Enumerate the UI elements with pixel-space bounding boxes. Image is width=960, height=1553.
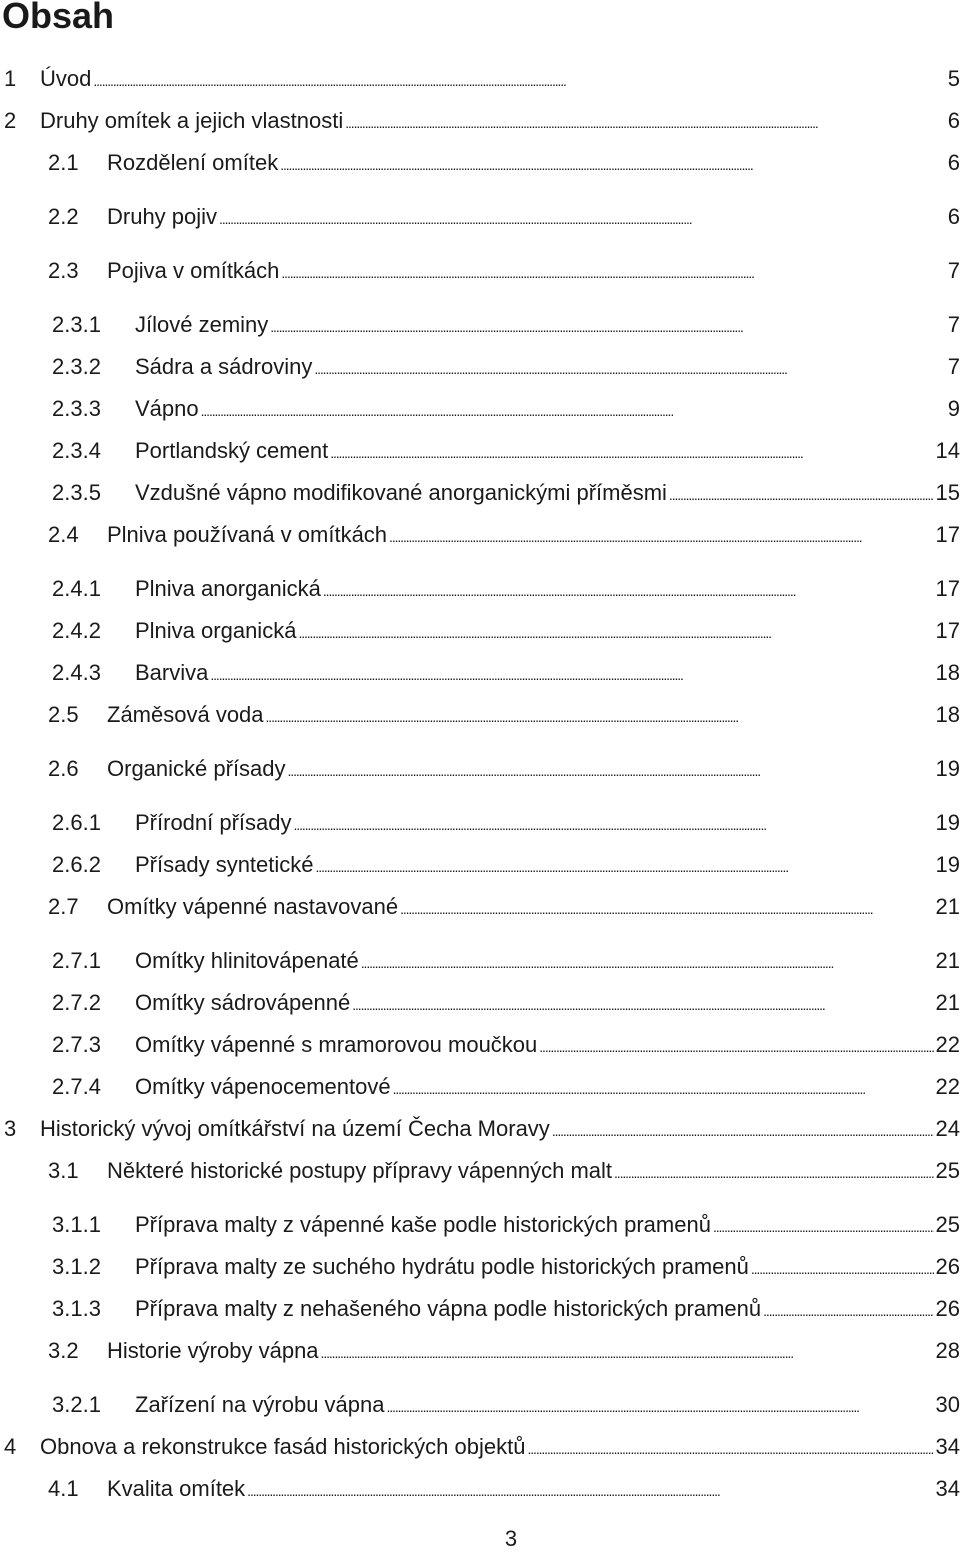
toc-entry-number: 3	[4, 1116, 17, 1141]
toc-entry-page: 24	[935, 1116, 960, 1141]
dot-leader	[345, 106, 946, 138]
toc-entry-title[interactable]: Organické přísady	[107, 756, 286, 781]
dot-leader	[294, 808, 934, 840]
toc-entry[interactable]	[0, 1030, 960, 1060]
toc-entry-page: 5	[947, 66, 960, 91]
toc-entry-title[interactable]: Záměsová voda	[107, 702, 264, 727]
toc-entry-title[interactable]: Druhy omítek a jejich vlastnosti	[40, 108, 344, 133]
toc-entry-title[interactable]: Přírodní přísady	[135, 810, 292, 835]
toc-entry[interactable]	[0, 988, 960, 1018]
toc-entry-number: 2.4.3	[52, 660, 101, 685]
toc-entry-number: 2.4.1	[52, 576, 101, 601]
toc-entry-number: 2.3.1	[52, 312, 101, 337]
toc-entry-page: 26	[935, 1254, 960, 1279]
toc-entry[interactable]	[0, 658, 960, 688]
toc-entry-page: 19	[935, 810, 960, 835]
toc-entry[interactable]	[0, 1114, 960, 1144]
toc-entry-number: 1	[4, 66, 17, 91]
toc-entry[interactable]	[0, 850, 960, 880]
toc-entry-number: 3.2.1	[52, 1392, 101, 1417]
toc-entry[interactable]	[0, 64, 960, 94]
toc-entry-number: 2.3.2	[52, 354, 101, 379]
toc-entry-title[interactable]: Portlandský cement	[135, 438, 329, 463]
toc-entry-page: 34	[935, 1434, 960, 1459]
toc-entry-number: 3.2	[48, 1338, 79, 1363]
toc-entry-page: 6	[947, 204, 960, 229]
toc-entry-page: 26	[935, 1296, 960, 1321]
toc-entry-page: 15	[935, 480, 960, 505]
toc-entry[interactable]	[0, 574, 960, 604]
toc-entry-title[interactable]: Plniva anorganická	[135, 576, 321, 601]
toc-entry-number: 3.1.3	[52, 1296, 101, 1321]
dot-leader	[527, 1432, 933, 1464]
toc-entry-page: 17	[935, 576, 960, 601]
toc-entry[interactable]	[0, 1210, 960, 1240]
dot-leader	[763, 1294, 933, 1326]
toc-entry-title[interactable]: Kvalita omítek	[107, 1476, 246, 1501]
toc-entry-page: 9	[947, 396, 960, 421]
toc-entry-page: 7	[947, 354, 960, 379]
toc-entry-title[interactable]: Omítky vápenné nastavované	[107, 894, 399, 919]
dot-leader	[281, 256, 945, 288]
toc-entry-title[interactable]: Obnova a rekonstrukce fasád historických objektů	[40, 1434, 526, 1459]
dot-leader	[539, 1030, 933, 1062]
toc-entry[interactable]	[0, 616, 960, 646]
toc-entry-title[interactable]: Omítky sádrovápenné	[135, 990, 351, 1015]
toc-entry-page: 7	[947, 312, 960, 337]
toc-entry-title[interactable]: Příprava malty z vápenné kaše podle historických pramenů	[135, 1212, 711, 1237]
toc-entry[interactable]	[0, 202, 960, 232]
toc-entry[interactable]	[0, 1390, 960, 1420]
toc-entry-number: 2.4.2	[52, 618, 101, 643]
toc-entry[interactable]	[0, 808, 960, 838]
toc-entry-page: 25	[935, 1158, 960, 1183]
toc-entry-page: 17	[935, 618, 960, 643]
toc-entry[interactable]	[0, 1072, 960, 1102]
toc-entry-number: 2.6.2	[52, 852, 101, 877]
toc-entry[interactable]	[0, 394, 960, 424]
dot-leader	[386, 1390, 933, 1422]
dot-leader	[352, 988, 933, 1020]
toc-entry-number: 2.3.3	[52, 396, 101, 421]
toc-entry-number: 3.1.2	[52, 1254, 101, 1279]
toc-entry-title[interactable]: Plniva používaná v omítkách	[107, 522, 388, 547]
toc-entry[interactable]	[0, 436, 960, 466]
dot-leader	[270, 310, 945, 342]
toc-entry-title[interactable]: Jílové zeminy	[135, 312, 269, 337]
toc-entry-page: 22	[935, 1032, 960, 1057]
toc-entry[interactable]	[0, 1432, 960, 1462]
toc-entry-number: 2.7.3	[52, 1032, 101, 1057]
toc-entry-title[interactable]: Zařízení na výrobu vápna	[135, 1392, 385, 1417]
toc-entry-page: 14	[935, 438, 960, 463]
toc-entry-page: 34	[935, 1476, 960, 1501]
toc-entry-page: 6	[947, 150, 960, 175]
dot-leader	[330, 436, 933, 468]
page-title: Obsah	[2, 0, 115, 36]
toc-entry-number: 4	[4, 1434, 17, 1459]
dot-leader	[288, 754, 934, 786]
toc-entry-title[interactable]: Příprava malty z nehašeného vápna podle historických pramenů	[135, 1296, 762, 1321]
toc-entry-number: 2.6	[48, 756, 79, 781]
toc-entry[interactable]	[0, 1336, 960, 1366]
dot-leader	[210, 658, 933, 690]
toc-entry-number: 4.1	[48, 1476, 79, 1501]
toc-entry[interactable]	[0, 754, 960, 784]
page-number: 3	[504, 1526, 518, 1551]
toc-entry-title[interactable]: Omítky hlinitovápenaté	[135, 948, 359, 973]
toc-entry-page: 7	[947, 258, 960, 283]
dot-leader	[361, 946, 934, 978]
toc-entry-title[interactable]: Omítky vápenné s mramorovou moučkou	[135, 1032, 538, 1057]
toc-entry-page: 30	[935, 1392, 960, 1417]
dot-leader	[393, 1072, 934, 1104]
toc-entry-title[interactable]: Vápno	[135, 396, 199, 421]
dot-leader	[321, 1336, 934, 1368]
dot-leader	[400, 892, 933, 924]
toc-entry-title[interactable]: Vzdušné vápno modifikované anorganickými příměsmi	[135, 480, 667, 505]
toc-entry-number: 2.1	[48, 150, 79, 175]
toc-entry-page: 25	[935, 1212, 960, 1237]
toc-entry-number: 2.3	[48, 258, 79, 283]
toc-entry-number: 2.5	[48, 702, 79, 727]
toc-entry-number: 2.2	[48, 204, 79, 229]
toc-entry-number: 2.7.4	[52, 1074, 101, 1099]
toc-entry-number: 2.3.4	[52, 438, 101, 463]
dot-leader	[314, 352, 945, 384]
toc-entry-page: 6	[947, 108, 960, 133]
toc-entry[interactable]	[0, 946, 960, 976]
dot-leader	[201, 394, 946, 426]
toc-entry-title[interactable]: Plniva organická	[135, 618, 297, 643]
toc-entry-title[interactable]: Sádra a sádroviny	[135, 354, 313, 379]
toc-entry-number: 2	[4, 108, 17, 133]
toc-entry-title[interactable]: Pojiva v omítkách	[107, 258, 280, 283]
toc-entry-title[interactable]: Barviva	[135, 660, 209, 685]
toc-entry[interactable]	[0, 700, 960, 730]
dot-leader	[323, 574, 934, 606]
toc-entry-page: 21	[935, 894, 960, 919]
toc-entry-title[interactable]: Některé historické postupy přípravy vápenných malt	[107, 1158, 613, 1183]
dot-leader	[552, 1114, 934, 1146]
toc-entry-page: 19	[935, 852, 960, 877]
dot-leader	[614, 1156, 934, 1188]
toc-entry[interactable]	[0, 520, 960, 550]
toc-entry-page: 21	[935, 990, 960, 1015]
toc-entry[interactable]	[0, 1156, 960, 1186]
toc-entry-number: 3.1	[48, 1158, 79, 1183]
toc-entry-title[interactable]: Druhy pojiv	[107, 204, 218, 229]
toc-entry-page: 28	[935, 1338, 960, 1363]
toc-entry-page: 17	[935, 522, 960, 547]
toc-entry-number: 2.6.1	[52, 810, 101, 835]
toc-entry-number: 2.4	[48, 522, 79, 547]
dot-leader	[298, 616, 933, 648]
toc-entry-page: 21	[935, 948, 960, 973]
toc-entry-number: 3.1.1	[52, 1212, 101, 1237]
toc-entry-page: 22	[935, 1074, 960, 1099]
dot-leader	[669, 478, 934, 510]
dot-leader	[219, 202, 946, 234]
toc-entry-title[interactable]: Rozdělení omítek	[107, 150, 279, 175]
dot-leader	[93, 64, 945, 96]
toc-entry[interactable]	[0, 310, 960, 340]
toc-entry-title[interactable]: Omítky vápenocementové	[135, 1074, 391, 1099]
dot-leader	[713, 1210, 934, 1242]
toc-entry-page: 18	[935, 660, 960, 685]
toc-entry-number: 2.3.5	[52, 480, 101, 505]
dot-leader	[247, 1474, 933, 1506]
toc-entry[interactable]	[0, 352, 960, 382]
dot-leader	[316, 850, 934, 882]
toc-entry-title[interactable]: Úvod	[40, 66, 92, 91]
toc-entry-title[interactable]: Historie výroby vápna	[107, 1338, 319, 1363]
toc-entry[interactable]	[0, 478, 960, 508]
dot-leader	[751, 1252, 934, 1284]
dot-leader	[266, 700, 934, 732]
dot-leader	[280, 148, 946, 180]
toc-entry-number: 2.7.1	[52, 948, 101, 973]
toc-entry[interactable]	[0, 892, 960, 922]
toc-entry[interactable]	[0, 256, 960, 286]
toc-entry-title[interactable]: Přísady syntetické	[135, 852, 314, 877]
toc-entry[interactable]	[0, 106, 960, 136]
toc-entry-page: 19	[935, 756, 960, 781]
toc-entry-title[interactable]: Příprava malty ze suchého hydrátu podle historických pramenů	[135, 1254, 749, 1279]
toc-entry[interactable]	[0, 1474, 960, 1504]
toc-entry-title[interactable]: Historický vývoj omítkářství na území Čecha Moravy	[40, 1116, 550, 1141]
toc-entry-number: 2.7.2	[52, 990, 101, 1015]
toc-entry[interactable]	[0, 1252, 960, 1282]
dot-leader	[389, 520, 933, 552]
toc-entry-page: 18	[935, 702, 960, 727]
toc-entry[interactable]	[0, 148, 960, 178]
toc-entry-number: 2.7	[48, 894, 79, 919]
toc-entry[interactable]	[0, 1294, 960, 1324]
